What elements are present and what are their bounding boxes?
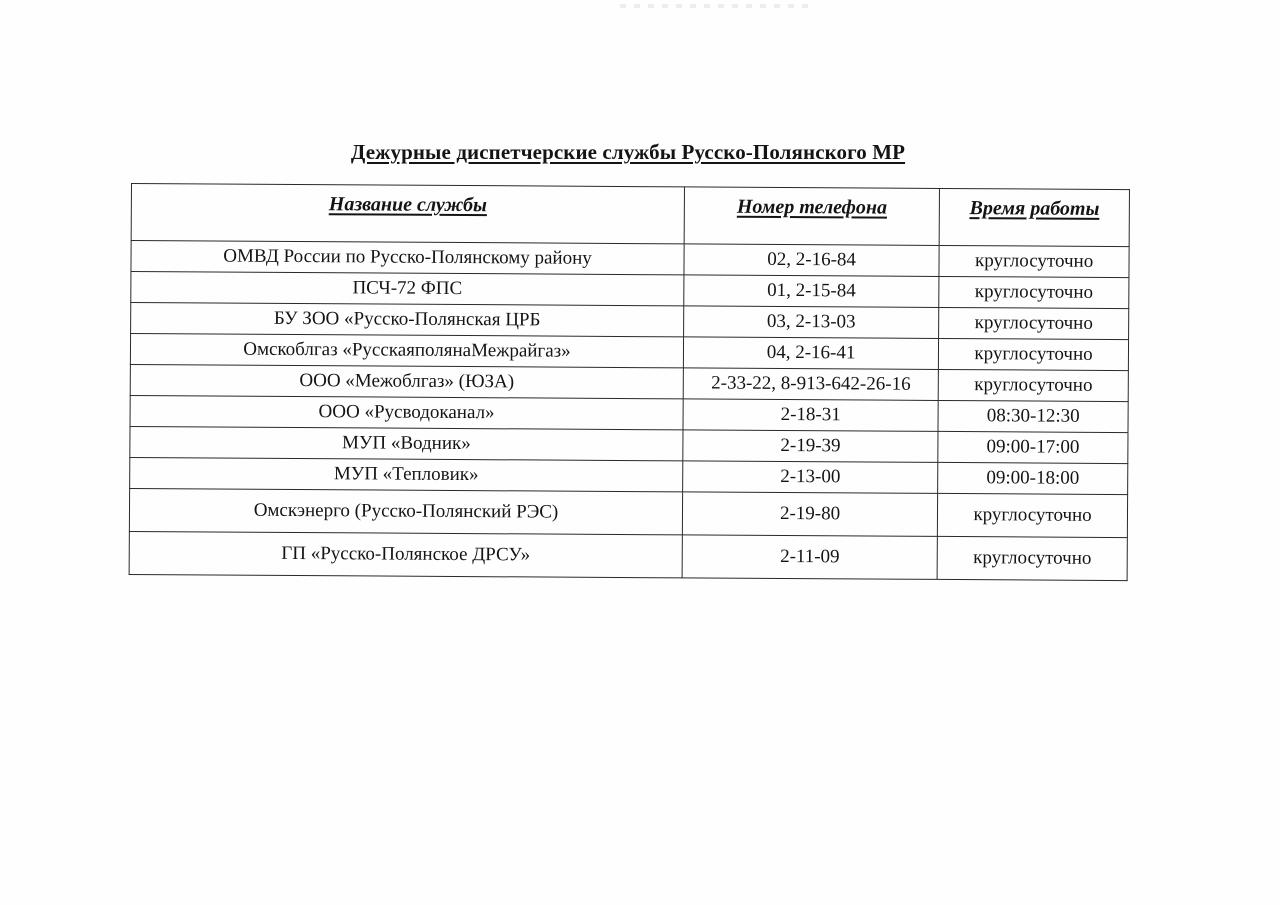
service-name-cell: МУП «Водник» [130, 426, 683, 460]
phone-cell: 2-19-39 [683, 430, 938, 463]
service-name-cell: ООО «Межоблгаз» (ЮЗА) [130, 364, 683, 398]
header-phone-number: Номер телефона [684, 187, 940, 246]
hours-cell: 08:30-12:30 [938, 400, 1128, 432]
table-header-row [131, 184, 1129, 247]
table-row [129, 488, 1127, 537]
phone-cell: 04, 2-16-41 [683, 337, 938, 370]
hours-cell: круглосуточно [939, 307, 1129, 339]
hours-cell: круглосуточно [938, 493, 1128, 537]
service-name-cell: Омскоблгаз «РусскаяполянаМежрайгаз» [130, 334, 683, 368]
header-service-name: Название службы [131, 184, 684, 244]
hours-cell: 09:00-18:00 [938, 462, 1128, 494]
phone-cell: 03, 2-13-03 [684, 306, 939, 339]
hours-cell: круглосуточно [939, 276, 1129, 308]
duty-services-table [129, 183, 1130, 581]
phone-cell: 2-13-00 [683, 461, 938, 494]
scan-artifact [620, 4, 810, 8]
table-row [129, 531, 1127, 580]
header-working-hours: Время работы [939, 188, 1129, 246]
service-name-cell: Омскэнерго (Русско-Полянский РЭС) [129, 488, 682, 534]
service-name-cell: ОМВД России по Русско-Полянскому району [131, 241, 684, 275]
service-name-cell: МУП «Тепловик» [130, 457, 683, 491]
phone-cell: 02, 2-16-84 [684, 244, 939, 277]
hours-cell: круглосуточно [938, 369, 1128, 401]
phone-cell: 2-18-31 [683, 399, 938, 432]
phone-cell: 2-33-22, 8-913-642-26-16 [683, 368, 938, 401]
document-title: Дежурные диспетчерские службы Русско-Полянского МР [350, 140, 906, 164]
hours-cell: круглосуточно [939, 245, 1129, 277]
hours-cell: круглосуточно [937, 536, 1127, 580]
phone-cell: 01, 2-15-84 [684, 275, 939, 308]
hours-cell: круглосуточно [939, 338, 1129, 370]
service-name-cell: ООО «Русводоканал» [130, 395, 683, 429]
service-name-cell: ПСЧ-72 ФПС [131, 272, 684, 306]
service-name-cell: БУ ЗОО «Русско-Полянская ЦРБ [131, 303, 684, 337]
phone-cell: 2-11-09 [682, 535, 937, 580]
service-name-cell: ГП «Русско-Полянское ДРСУ» [129, 531, 682, 577]
phone-cell: 2-19-80 [682, 492, 937, 537]
hours-cell: 09:00-17:00 [938, 431, 1128, 463]
